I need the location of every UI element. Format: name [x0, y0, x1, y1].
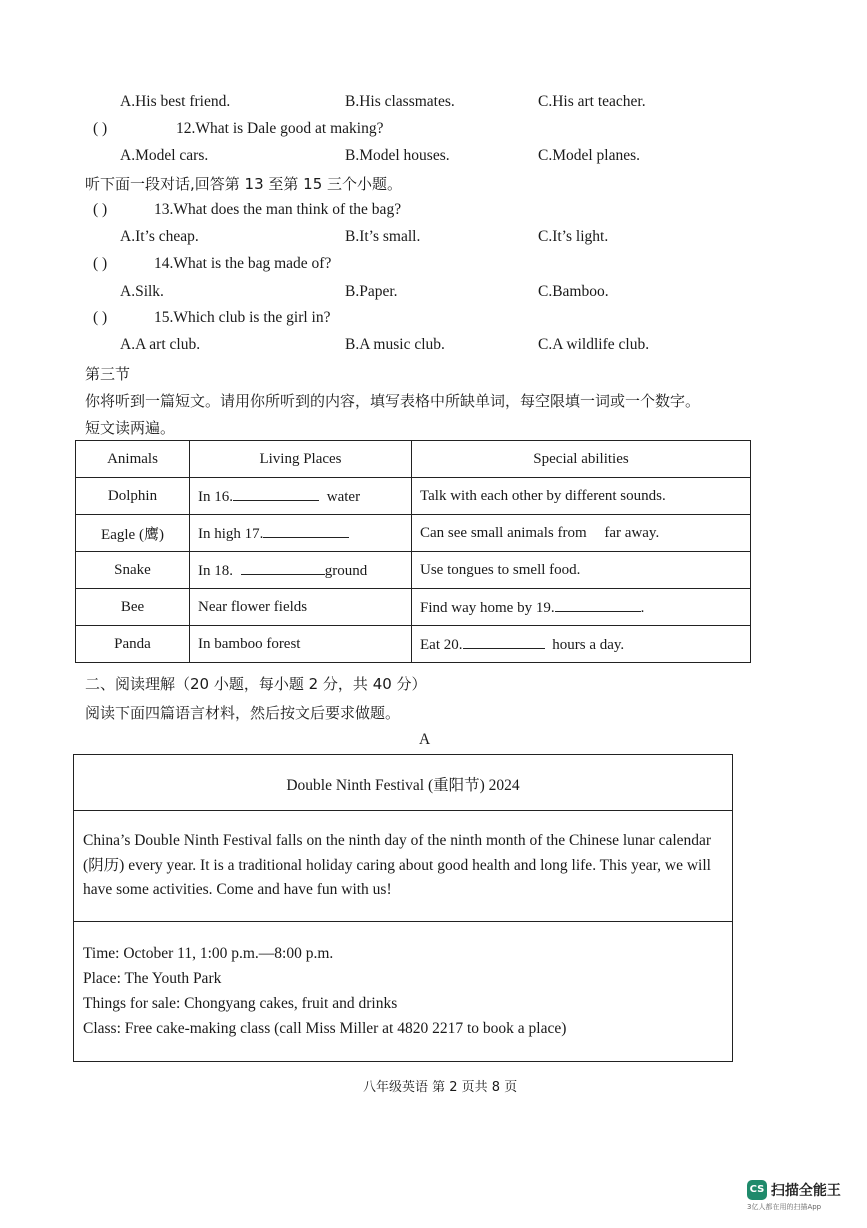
living-place-cell	[190, 478, 412, 515]
table-header-row	[76, 441, 751, 478]
place-text: In 16.	[198, 489, 233, 505]
header-living-places: Living Places	[190, 441, 412, 478]
detail-things-for-sale: Things for sale: Chongyang cakes, fruit and drinks	[83, 995, 398, 1012]
ability-cell	[412, 515, 751, 552]
table-row	[76, 552, 751, 589]
blank-16[interactable]	[233, 486, 319, 501]
q15-answer-paren: ( )	[93, 309, 108, 326]
passage-a-title-row	[74, 755, 732, 811]
camscanner-logo-icon: CS	[747, 1180, 767, 1200]
q12-option-b: B.Model houses.	[345, 147, 450, 164]
place-text: In 18.	[198, 563, 233, 579]
fill-in-table	[75, 440, 751, 663]
q12-option-c: C.Model planes.	[538, 147, 641, 164]
ability-text: Find way home by 19.	[420, 600, 555, 616]
living-place-cell: In bamboo forest	[190, 626, 412, 663]
q14-answer-paren: ( )	[93, 255, 108, 272]
q15-option-a: A.A art club.	[120, 336, 201, 353]
ability-text: Can see small animals from	[420, 524, 587, 541]
place-suffix: water	[326, 489, 361, 505]
q11-option-b: B.His classmates.	[345, 93, 455, 110]
q11-option-c: C.His art teacher.	[538, 93, 646, 110]
passage-a-box	[73, 754, 733, 1062]
section3-instruction: 你将听到一篇短文。请用你所听到的内容，填写表格中所缺单词，每空限填一词或一个数字。	[85, 392, 701, 410]
q13-option-c: C.It’s light.	[538, 228, 609, 245]
instruction-13-15: 听下面一段对话,回答第 13 至第 15 三个小题。	[85, 175, 403, 193]
ability-cell: Use tongues to smell food.	[412, 552, 751, 589]
table-row	[76, 478, 751, 515]
place-text: In high 17.	[198, 526, 264, 542]
ability-suffix: hours a day.	[552, 637, 625, 653]
section3-instruction-2: 短文读两遍。	[85, 419, 176, 437]
watermark-name: 扫描全能王	[770, 1183, 841, 1199]
watermark-tagline: 3亿人都在用的扫描App	[747, 1203, 822, 1211]
q14-stem: 14.What is the bag made of?	[154, 255, 332, 272]
animal-cell: Dolphin	[76, 478, 190, 515]
detail-class: Class: Free cake-making class (call Miss Miller at 4820 2217 to book a place)	[83, 1020, 567, 1037]
place-suffix: ground	[324, 563, 368, 579]
q13-stem: 13.What does the man think of the bag?	[154, 201, 402, 218]
q13-answer-paren: ( )	[93, 201, 108, 218]
q11-option-a: A.His best friend.	[120, 93, 231, 110]
page-footer: 八年级英语 第 2 页共 8 页	[363, 1080, 518, 1095]
passage-a-intro-row	[74, 811, 732, 922]
q14-option-b: B.Paper.	[345, 283, 398, 300]
animal-cell: Bee	[76, 589, 190, 626]
passage-a-title: Double Ninth Festival (重阳节) 2024	[286, 777, 520, 794]
part2-instruction: 阅读下面四篇语言材料，然后按文后要求做题。	[85, 704, 401, 722]
part2-title: 二、阅读理解（20 小题，每小题 2 分，共 40 分）	[85, 675, 427, 693]
living-place-cell: Near flower fields	[190, 589, 412, 626]
blank-20[interactable]	[463, 634, 545, 649]
q13-option-a: A.It’s cheap.	[120, 228, 199, 245]
q12-option-a: A.Model cars.	[120, 147, 209, 164]
ability-suffix: .	[640, 600, 645, 616]
detail-time: Time: October 11, 1:00 p.m.—8:00 p.m.	[83, 945, 334, 962]
table-row	[76, 515, 751, 552]
passage-a-details-row	[74, 922, 732, 1060]
ability-cell	[412, 626, 751, 663]
ability-cell: Talk with each other by different sounds.	[412, 478, 751, 515]
living-place-cell	[190, 552, 412, 589]
blank-18[interactable]	[241, 560, 325, 575]
living-place-cell	[190, 515, 412, 552]
animal-cell: Eagle (鹰)	[76, 515, 190, 552]
q12-answer-paren: ( )	[93, 120, 108, 137]
detail-place: Place: The Youth Park	[83, 970, 222, 987]
table-row	[76, 589, 751, 626]
ability-text: Eat 20.	[420, 637, 463, 653]
q15-option-b: B.A music club.	[345, 336, 445, 353]
animal-cell: Panda	[76, 626, 190, 663]
ability-suffix: far away.	[604, 524, 660, 541]
q14-option-a: A.Silk.	[120, 283, 164, 300]
scanner-watermark	[747, 1180, 841, 1212]
animal-cell: Snake	[76, 552, 190, 589]
q13-option-b: B.It’s small.	[345, 228, 421, 245]
passage-letter: A	[419, 731, 431, 748]
q15-option-c: C.A wildlife club.	[538, 336, 650, 353]
q15-stem: 15.Which club is the girl in?	[154, 309, 331, 326]
passage-a-intro: China’s Double Ninth Festival falls on the ninth day of the ninth month of the Chinese lunar calendar (阴历) every year. It is a traditional holiday caring about good health and long life. This year, we will have some activities. Come and have fun with us!	[83, 832, 712, 898]
header-animals: Animals	[76, 441, 190, 478]
blank-17[interactable]	[263, 523, 349, 538]
table-row	[76, 626, 751, 663]
ability-cell	[412, 589, 751, 626]
blank-19[interactable]	[555, 597, 641, 612]
q14-option-c: C.Bamboo.	[538, 283, 609, 300]
q12-stem: 12.What is Dale good at making?	[176, 120, 384, 137]
section3-title: 第三节	[85, 365, 131, 383]
header-special-abilities: Special abilities	[412, 441, 751, 478]
